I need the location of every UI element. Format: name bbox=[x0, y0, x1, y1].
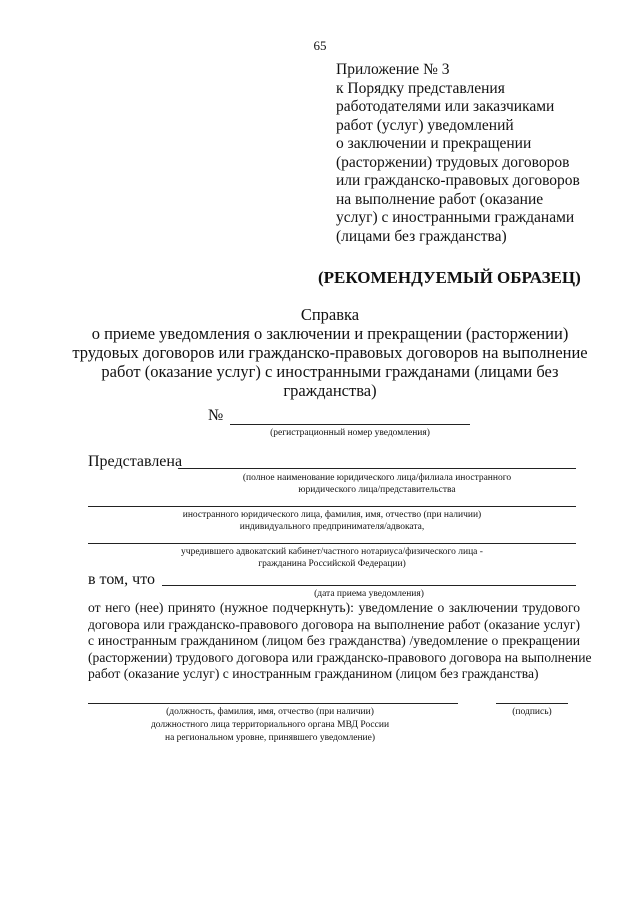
title-line: трудовых договоров или гражданско-правовых договоров на выполнение bbox=[72, 343, 588, 362]
caption-line: учредившего адвокатский кабинет/частного нотариуса/физического лица - bbox=[181, 547, 483, 557]
appendix-line: о заключении и прекращении bbox=[336, 135, 532, 152]
registration-number-line[interactable] bbox=[230, 424, 470, 425]
caption-line: гражданина Российской Федерации) bbox=[258, 559, 406, 569]
body-line: (расторжении) трудового договора или гражданско-правового договора на выполнение bbox=[88, 649, 592, 665]
caption-line: (полное наименование юридического лица/филиала иностранного bbox=[242, 473, 512, 483]
body-line: с иностранным гражданином (лицом без гражданства) /уведомление о прекращении bbox=[88, 633, 580, 649]
appendix-line: работодателями или заказчиками bbox=[336, 98, 555, 115]
presented-label: Представлена bbox=[88, 453, 183, 470]
body-line: работ (оказание услуг) с иностранным гражданином (лицом без гражданства) bbox=[88, 666, 539, 682]
date-row-label: в том, что bbox=[88, 571, 155, 588]
caption-line: индивидуального предпринимателя/адвоката, bbox=[239, 522, 425, 532]
official-signature-line[interactable] bbox=[88, 703, 458, 704]
appendix-line: Приложение № 3 bbox=[336, 61, 450, 78]
caption-line: иностранного юридического лица, фамилия, имя, отчество (при наличии) bbox=[182, 510, 482, 520]
number-sign: № bbox=[208, 407, 224, 424]
appendix-line: на выполнение работ (оказание bbox=[336, 190, 544, 208]
document-title bbox=[60, 305, 600, 400]
appendix-line: (расторжении) трудовых договоров bbox=[336, 153, 570, 171]
caption-line: юридического лица/представительства bbox=[298, 485, 456, 495]
presented-caption-1 bbox=[178, 472, 576, 496]
appendix-line: работ (услуг) уведомлений bbox=[336, 116, 514, 134]
title-line: о приеме уведомления о заключении и прекращении (расторжении) bbox=[91, 324, 569, 343]
appendix-header bbox=[336, 61, 580, 246]
title-line: Справка bbox=[300, 305, 360, 324]
appendix-line: к Порядку представления bbox=[336, 79, 505, 97]
appendix-line: услуг) с иностранными гражданами bbox=[336, 209, 575, 226]
presented-caption-3 bbox=[88, 546, 576, 570]
presented-line-2[interactable] bbox=[88, 506, 576, 507]
presented-caption-2 bbox=[88, 509, 576, 533]
body-line: договора или гражданско-правового договора на выполнение работ (оказание услуг) bbox=[88, 616, 580, 632]
page-number: 65 bbox=[313, 38, 327, 53]
appendix-line: или гражданско-правовых договоров bbox=[336, 172, 580, 189]
body-line: от него (нее) принято (нужное подчеркнуть): уведомление о заключении трудового bbox=[88, 600, 580, 615]
signature-line[interactable] bbox=[496, 703, 568, 704]
caption-line: должностного лица территориального органа МВД России bbox=[150, 720, 390, 730]
presented-line-3[interactable] bbox=[88, 543, 576, 544]
title-line: гражданства) bbox=[283, 381, 377, 400]
signature-caption: (подпись) bbox=[512, 707, 552, 717]
title-line: работ (оказание услуг) с иностранными гражданами (лицами без bbox=[101, 362, 559, 381]
presented-line-1[interactable] bbox=[178, 468, 576, 469]
body-text bbox=[88, 600, 592, 683]
date-caption: (дата приема уведомления) bbox=[314, 589, 424, 599]
date-line[interactable] bbox=[162, 585, 576, 586]
appendix-line: (лицами без гражданства) bbox=[336, 227, 507, 245]
registration-number-caption: (регистрационный номер уведомления) bbox=[270, 428, 430, 438]
caption-line: (должность, фамилия, имя, отчество (при наличии) bbox=[166, 707, 374, 717]
sample-label: (РЕКОМЕНДУЕМЫЙ ОБРАЗЕЦ) bbox=[318, 268, 581, 287]
caption-line: на региональном уровне, принявшего уведомление) bbox=[164, 733, 376, 743]
official-caption bbox=[110, 706, 430, 745]
